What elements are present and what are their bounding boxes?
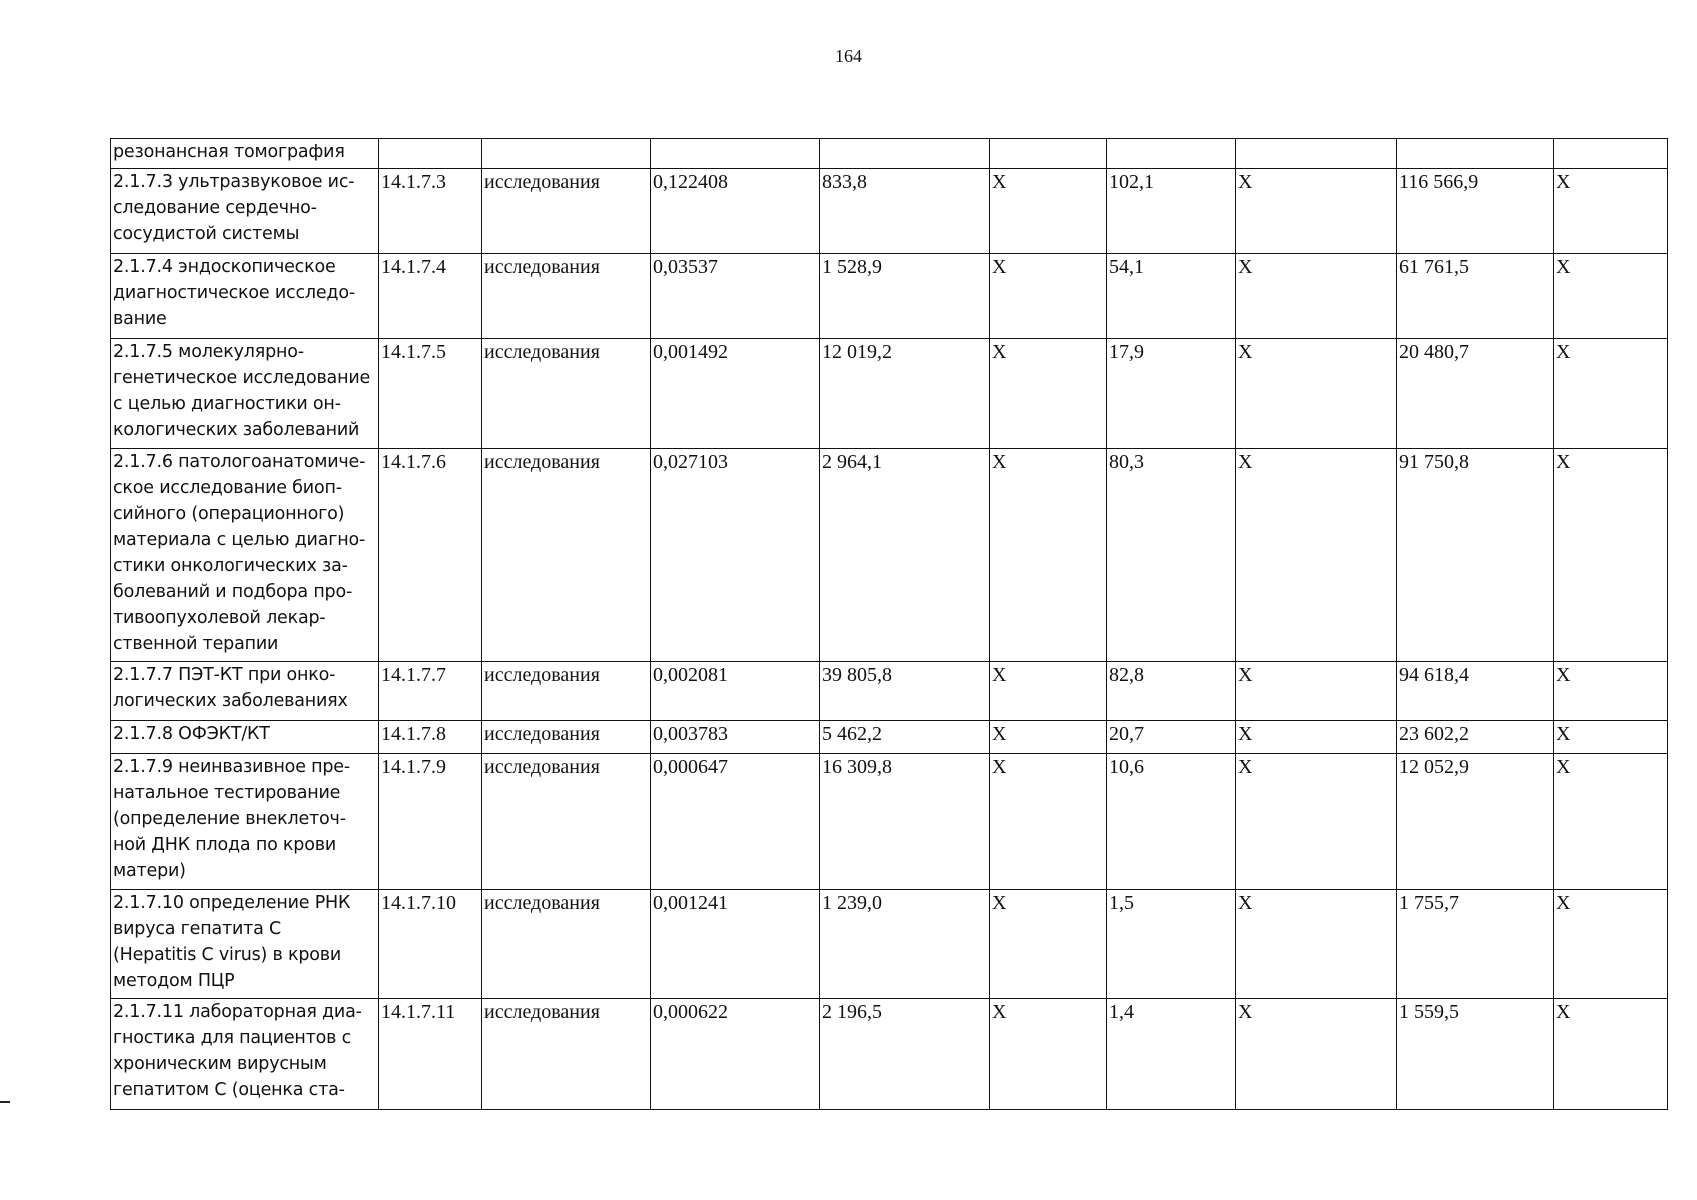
row-cost-cell <box>820 139 990 169</box>
row-x-cell: X <box>990 721 1107 754</box>
row-unit-cell <box>482 139 651 169</box>
row-name-cell: 2.1.7.6 патологоанатомиче- ское исследование биоп- сийного (операционного) материала с целью диагно- стики онкологических за- болеваний и подбора про- тивоопухолевой лекар- ственной терапии <box>111 449 379 662</box>
row-x-cell: X <box>990 449 1107 662</box>
row-name-cell: 2.1.7.8 ОФЭКТ/КТ <box>111 721 379 754</box>
row-x-cell <box>990 139 1107 169</box>
row-code-cell: 14.1.7.9 <box>379 754 482 890</box>
row-name-cell: 2.1.7.3 ультразвуковое ис- следование сердечно- сосудистой системы <box>111 169 379 254</box>
row-code-cell <box>379 139 482 169</box>
table-row <box>111 449 1668 662</box>
row-name-cell: 2.1.7.4 эндоскопическое диагностическое исследо- вание <box>111 254 379 339</box>
row-cost-cell: 16 309,8 <box>820 754 990 890</box>
row-x-cell: X <box>990 754 1107 890</box>
row-unit-cell: исследования <box>482 721 651 754</box>
margin-mark <box>0 1101 10 1103</box>
row-cost-cell: 833,8 <box>820 169 990 254</box>
row-amount-cell: 94 618,4 <box>1397 662 1554 721</box>
row-name-cell: 2.1.7.10 определение РНК вируса гепатита С (Hepatitis C virus) в крови методом ПЦР <box>111 890 379 999</box>
row-x-cell: X <box>990 254 1107 339</box>
row-unit-cell: исследования <box>482 254 651 339</box>
row-unit-cell: исследования <box>482 999 651 1110</box>
row-name-cell: 2.1.7.11 лабораторная диа- гностика для пациентов с хроническим вирусным гепатитом С (оценка ста- <box>111 999 379 1110</box>
row-x-cell: X <box>1554 449 1668 662</box>
row-coefficient-cell <box>651 139 820 169</box>
row-volume-cell: 1,5 <box>1107 890 1236 999</box>
row-amount-cell: 12 052,9 <box>1397 754 1554 890</box>
row-x-cell <box>1236 139 1397 169</box>
row-amount-cell: 1 559,5 <box>1397 999 1554 1110</box>
row-code-cell: 14.1.7.7 <box>379 662 482 721</box>
row-x-cell: X <box>1236 169 1397 254</box>
row-unit-cell: исследования <box>482 662 651 721</box>
row-unit-cell: исследования <box>482 890 651 999</box>
row-x-cell: X <box>1554 890 1668 999</box>
table-row <box>111 721 1668 754</box>
table-row <box>111 890 1668 999</box>
row-cost-cell: 39 805,8 <box>820 662 990 721</box>
row-name-cell: 2.1.7.9 неинвазивное пре- натальное тестирование (определение внеклеточ- ной ДНК плода по крови матери) <box>111 754 379 890</box>
row-code-cell: 14.1.7.5 <box>379 339 482 449</box>
row-x-cell: X <box>990 890 1107 999</box>
row-code-cell: 14.1.7.11 <box>379 999 482 1110</box>
row-x-cell: X <box>1236 754 1397 890</box>
row-x-cell: X <box>1554 169 1668 254</box>
row-x-cell: X <box>1554 721 1668 754</box>
table-row <box>111 254 1668 339</box>
row-volume-cell: 1,4 <box>1107 999 1236 1110</box>
table-row <box>111 662 1668 721</box>
row-coefficient-cell: 0,002081 <box>651 662 820 721</box>
row-x-cell: X <box>1236 890 1397 999</box>
row-volume-cell: 54,1 <box>1107 254 1236 339</box>
row-coefficient-cell: 0,001492 <box>651 339 820 449</box>
page-number: 164 <box>835 46 862 66</box>
row-cost-cell: 1 239,0 <box>820 890 990 999</box>
row-coefficient-cell: 0,122408 <box>651 169 820 254</box>
data-table <box>110 138 1668 1110</box>
row-x-cell: X <box>990 999 1107 1110</box>
row-name-cell: резонансная томография <box>111 139 379 169</box>
row-x-cell: X <box>1236 339 1397 449</box>
row-cost-cell: 5 462,2 <box>820 721 990 754</box>
row-coefficient-cell: 0,03537 <box>651 254 820 339</box>
row-x-cell: X <box>1236 449 1397 662</box>
row-x-cell: X <box>1554 662 1668 721</box>
row-unit-cell: исследования <box>482 169 651 254</box>
row-volume-cell: 17,9 <box>1107 339 1236 449</box>
row-volume-cell: 10,6 <box>1107 754 1236 890</box>
table-row <box>111 339 1668 449</box>
row-coefficient-cell: 0,001241 <box>651 890 820 999</box>
row-amount-cell <box>1397 139 1554 169</box>
row-volume-cell: 20,7 <box>1107 721 1236 754</box>
row-cost-cell: 1 528,9 <box>820 254 990 339</box>
row-amount-cell: 23 602,2 <box>1397 721 1554 754</box>
row-x-cell: X <box>1554 999 1668 1110</box>
row-unit-cell: исследования <box>482 754 651 890</box>
row-volume-cell: 80,3 <box>1107 449 1236 662</box>
row-code-cell: 14.1.7.10 <box>379 890 482 999</box>
table-row <box>111 169 1668 254</box>
row-x-cell: X <box>1236 999 1397 1110</box>
row-x-cell <box>1554 139 1668 169</box>
row-x-cell: X <box>1236 254 1397 339</box>
row-volume-cell <box>1107 139 1236 169</box>
table-body <box>111 139 1668 1110</box>
row-unit-cell: исследования <box>482 449 651 662</box>
table-row <box>111 999 1668 1110</box>
row-x-cell: X <box>1554 754 1668 890</box>
row-coefficient-cell: 0,027103 <box>651 449 820 662</box>
row-x-cell: X <box>1554 339 1668 449</box>
row-coefficient-cell: 0,003783 <box>651 721 820 754</box>
table-row <box>111 139 1668 169</box>
row-code-cell: 14.1.7.4 <box>379 254 482 339</box>
row-amount-cell: 91 750,8 <box>1397 449 1554 662</box>
row-volume-cell: 102,1 <box>1107 169 1236 254</box>
row-cost-cell: 2 964,1 <box>820 449 990 662</box>
row-coefficient-cell: 0,000647 <box>651 754 820 890</box>
row-amount-cell: 1 755,7 <box>1397 890 1554 999</box>
row-x-cell: X <box>1236 721 1397 754</box>
row-code-cell: 14.1.7.8 <box>379 721 482 754</box>
row-cost-cell: 12 019,2 <box>820 339 990 449</box>
row-coefficient-cell: 0,000622 <box>651 999 820 1110</box>
row-unit-cell: исследования <box>482 339 651 449</box>
row-x-cell: X <box>990 339 1107 449</box>
row-x-cell: X <box>1236 662 1397 721</box>
row-name-cell: 2.1.7.7 ПЭТ-КТ при онко- логических заболеваниях <box>111 662 379 721</box>
row-code-cell: 14.1.7.3 <box>379 169 482 254</box>
row-x-cell: X <box>990 662 1107 721</box>
row-name-cell: 2.1.7.5 молекулярно- генетическое исследование с целью диагностики он- кологических заболеваний <box>111 339 379 449</box>
row-volume-cell: 82,8 <box>1107 662 1236 721</box>
row-cost-cell: 2 196,5 <box>820 999 990 1110</box>
row-amount-cell: 61 761,5 <box>1397 254 1554 339</box>
table-row <box>111 754 1668 890</box>
row-code-cell: 14.1.7.6 <box>379 449 482 662</box>
row-x-cell: X <box>990 169 1107 254</box>
row-amount-cell: 116 566,9 <box>1397 169 1554 254</box>
row-amount-cell: 20 480,7 <box>1397 339 1554 449</box>
row-x-cell: X <box>1554 254 1668 339</box>
